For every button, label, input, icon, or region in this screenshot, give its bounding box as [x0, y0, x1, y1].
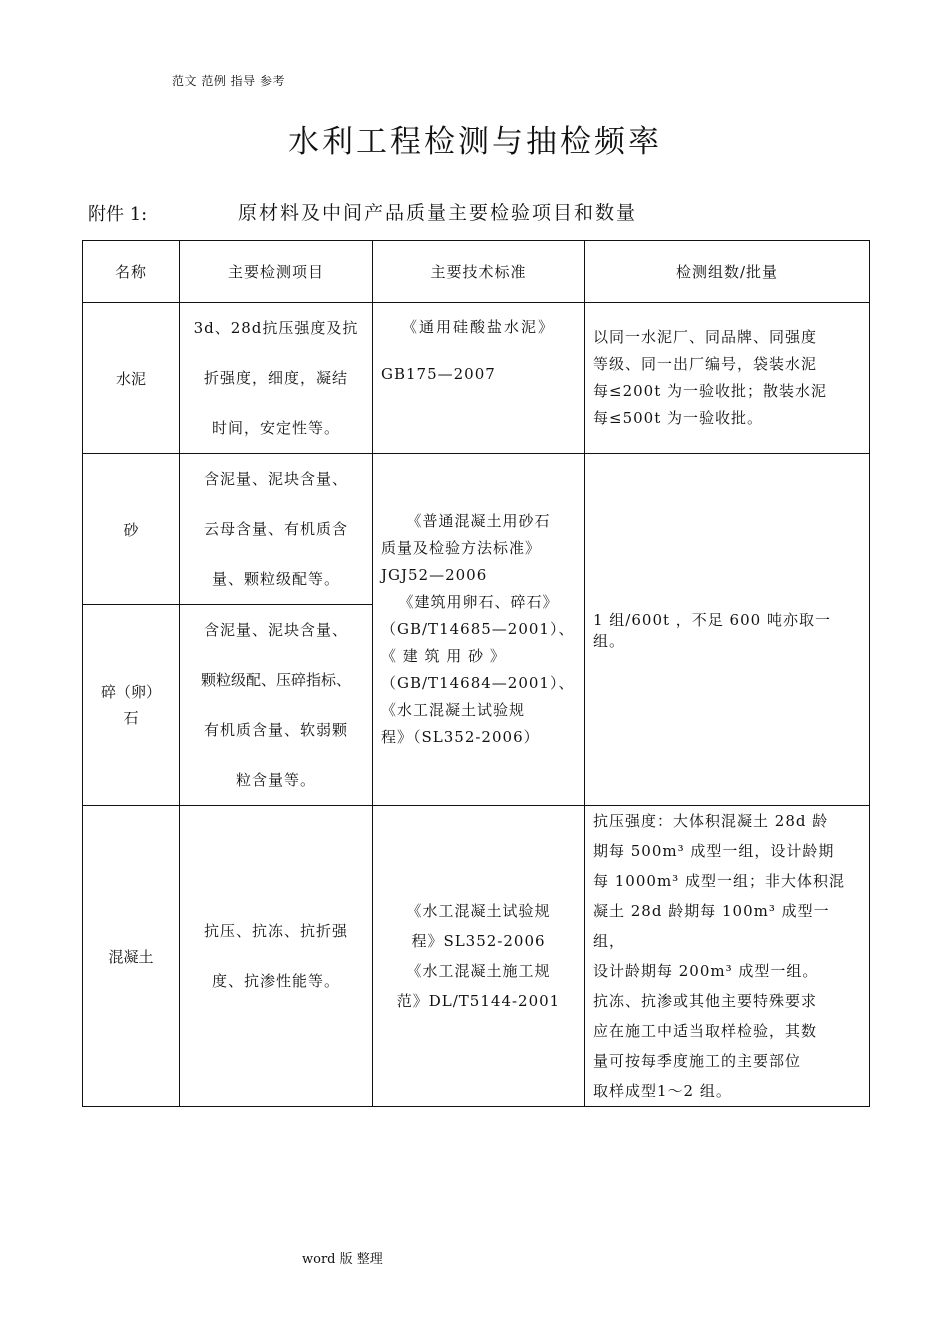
header-name: 名称 [83, 241, 180, 303]
gravel-name-line: 石 [123, 709, 139, 727]
gravel-item-line: 有机质含量、软弱颗 [203, 721, 348, 739]
concrete-quantity-line: 每 1000m³ 成型一组；非大体积混 [593, 872, 845, 890]
header-standard: 主要技术标准 [373, 241, 585, 303]
gravel-item-line: 颗粒级配、压碎指标、 [200, 671, 351, 689]
cement-standard-line: 《通用硅酸盐水泥》 [401, 318, 555, 336]
concrete-standard-line: 范》DL/T5144-2001 [396, 992, 561, 1010]
cement-item-line: 折强度，细度，凝结 [203, 369, 348, 387]
aggregate-standard [373, 454, 585, 806]
concrete-quantity-line: 抗冻、抗渗或其他主要特殊要求 [593, 992, 818, 1010]
concrete-item-line: 抗压、抗冻、抗折强 [203, 922, 348, 940]
cement-standard-line: GB175—2007 [381, 365, 496, 383]
document-title: 水利工程检测与抽检频率 [288, 124, 662, 160]
concrete-standard-line: 《水工混凝土试验规 [406, 902, 551, 920]
aggregate-standard-line: 《水工混凝土试验规 [381, 701, 526, 719]
gravel-name [83, 605, 180, 806]
cement-quantity-line: 每≤500t 为一验收批。 [593, 409, 763, 427]
annex-title: 原材料及中间产品质量主要检验项目和数量 [238, 202, 638, 224]
header-note: 范文 范例 指导 参考 [172, 74, 285, 88]
aggregate-quantity: 1 组/600t ，不足 600 吨亦取一组。 [585, 454, 870, 806]
gravel-item-line: 含泥量、泥块含量、 [203, 621, 348, 639]
cement-item-line: 时间，安定性等。 [211, 419, 340, 437]
concrete-quantity-line: 量可按每季度施工的主要部位 [593, 1052, 802, 1070]
aggregate-standard-line: 质量及检验方法标准》 [381, 539, 542, 557]
concrete-name: 混凝土 [83, 806, 180, 1107]
table-row-sand [83, 454, 870, 605]
table-header-row [83, 241, 870, 303]
concrete-items [180, 806, 373, 1107]
aggregate-standard-line: 《建筑用卵石、碎石》 [398, 593, 559, 611]
concrete-quantity-line: 取样成型1～2 组。 [593, 1082, 732, 1100]
concrete-item-line: 度、抗渗性能等。 [211, 972, 340, 990]
concrete-quantity-line: 应在施工中适当取样检验，其数 [593, 1022, 818, 1040]
aggregate-standard-line: 程》（SL352-2006） [381, 728, 540, 746]
cement-quantity-line: 等级、同一出厂编号，袋装水泥 [593, 355, 818, 373]
cement-quantity [585, 303, 870, 454]
cement-quantity-line: 以同一水泥厂、同品牌、同强度 [593, 328, 818, 346]
inspection-table [82, 240, 870, 1107]
aggregate-standard-line: JGJ52—2006 [381, 566, 488, 584]
sand-item-line: 含泥量、泥块含量、 [203, 470, 348, 488]
concrete-quantity-line: 期每 500m³ 成型一组，设计龄期 [593, 842, 835, 860]
header-quantity: 检测组数/批量 [585, 241, 870, 303]
cement-name: 水泥 [83, 303, 180, 454]
cement-quantity-line: 每≤200t 为一验收批；散装水泥 [593, 382, 827, 400]
concrete-quantity-line: 设计龄期每 200m³ 成型一组。 [593, 962, 819, 980]
table-row-concrete [83, 806, 870, 1107]
gravel-items [180, 605, 373, 806]
concrete-standard-line: 《水工混凝土施工规 [406, 962, 551, 980]
concrete-quantity [585, 806, 870, 1107]
aggregate-standard-line: 《普通混凝土用砂石 [406, 512, 551, 530]
sand-item-line: 云母含量、有机质含 [203, 520, 348, 538]
gravel-item-line: 粒含量等。 [235, 771, 316, 789]
concrete-standard [373, 806, 585, 1107]
cement-item-line: 3d、28d抗压强度及抗 [193, 319, 359, 337]
header-items: 主要检测项目 [180, 241, 373, 303]
sand-items [180, 454, 373, 605]
cement-items [180, 303, 373, 454]
concrete-quantity-line: 凝土 28d 龄期每 100m³ 成型一组， [593, 902, 830, 950]
aggregate-standard-line: （GB/T14685—2001）、 [381, 620, 575, 638]
gravel-name-line: 碎（卵） [100, 683, 161, 701]
aggregate-standard-line: （GB/T14684—2001）、 [381, 674, 575, 692]
sand-name: 砂 [83, 454, 180, 605]
aggregate-standard-line: 《 建 筑 用 砂 》 [381, 647, 506, 665]
sand-item-line: 量、颗粒级配等。 [211, 570, 340, 588]
annex-label: 附件 1: [88, 204, 148, 225]
footer-note: word 版 整理 [302, 1252, 383, 1267]
cement-standard [373, 303, 585, 454]
table-row-cement [83, 303, 870, 454]
concrete-standard-line: 程》SL352-2006 [411, 932, 546, 950]
concrete-quantity-line: 抗压强度：大体积混凝土 28d 龄 [593, 812, 829, 830]
